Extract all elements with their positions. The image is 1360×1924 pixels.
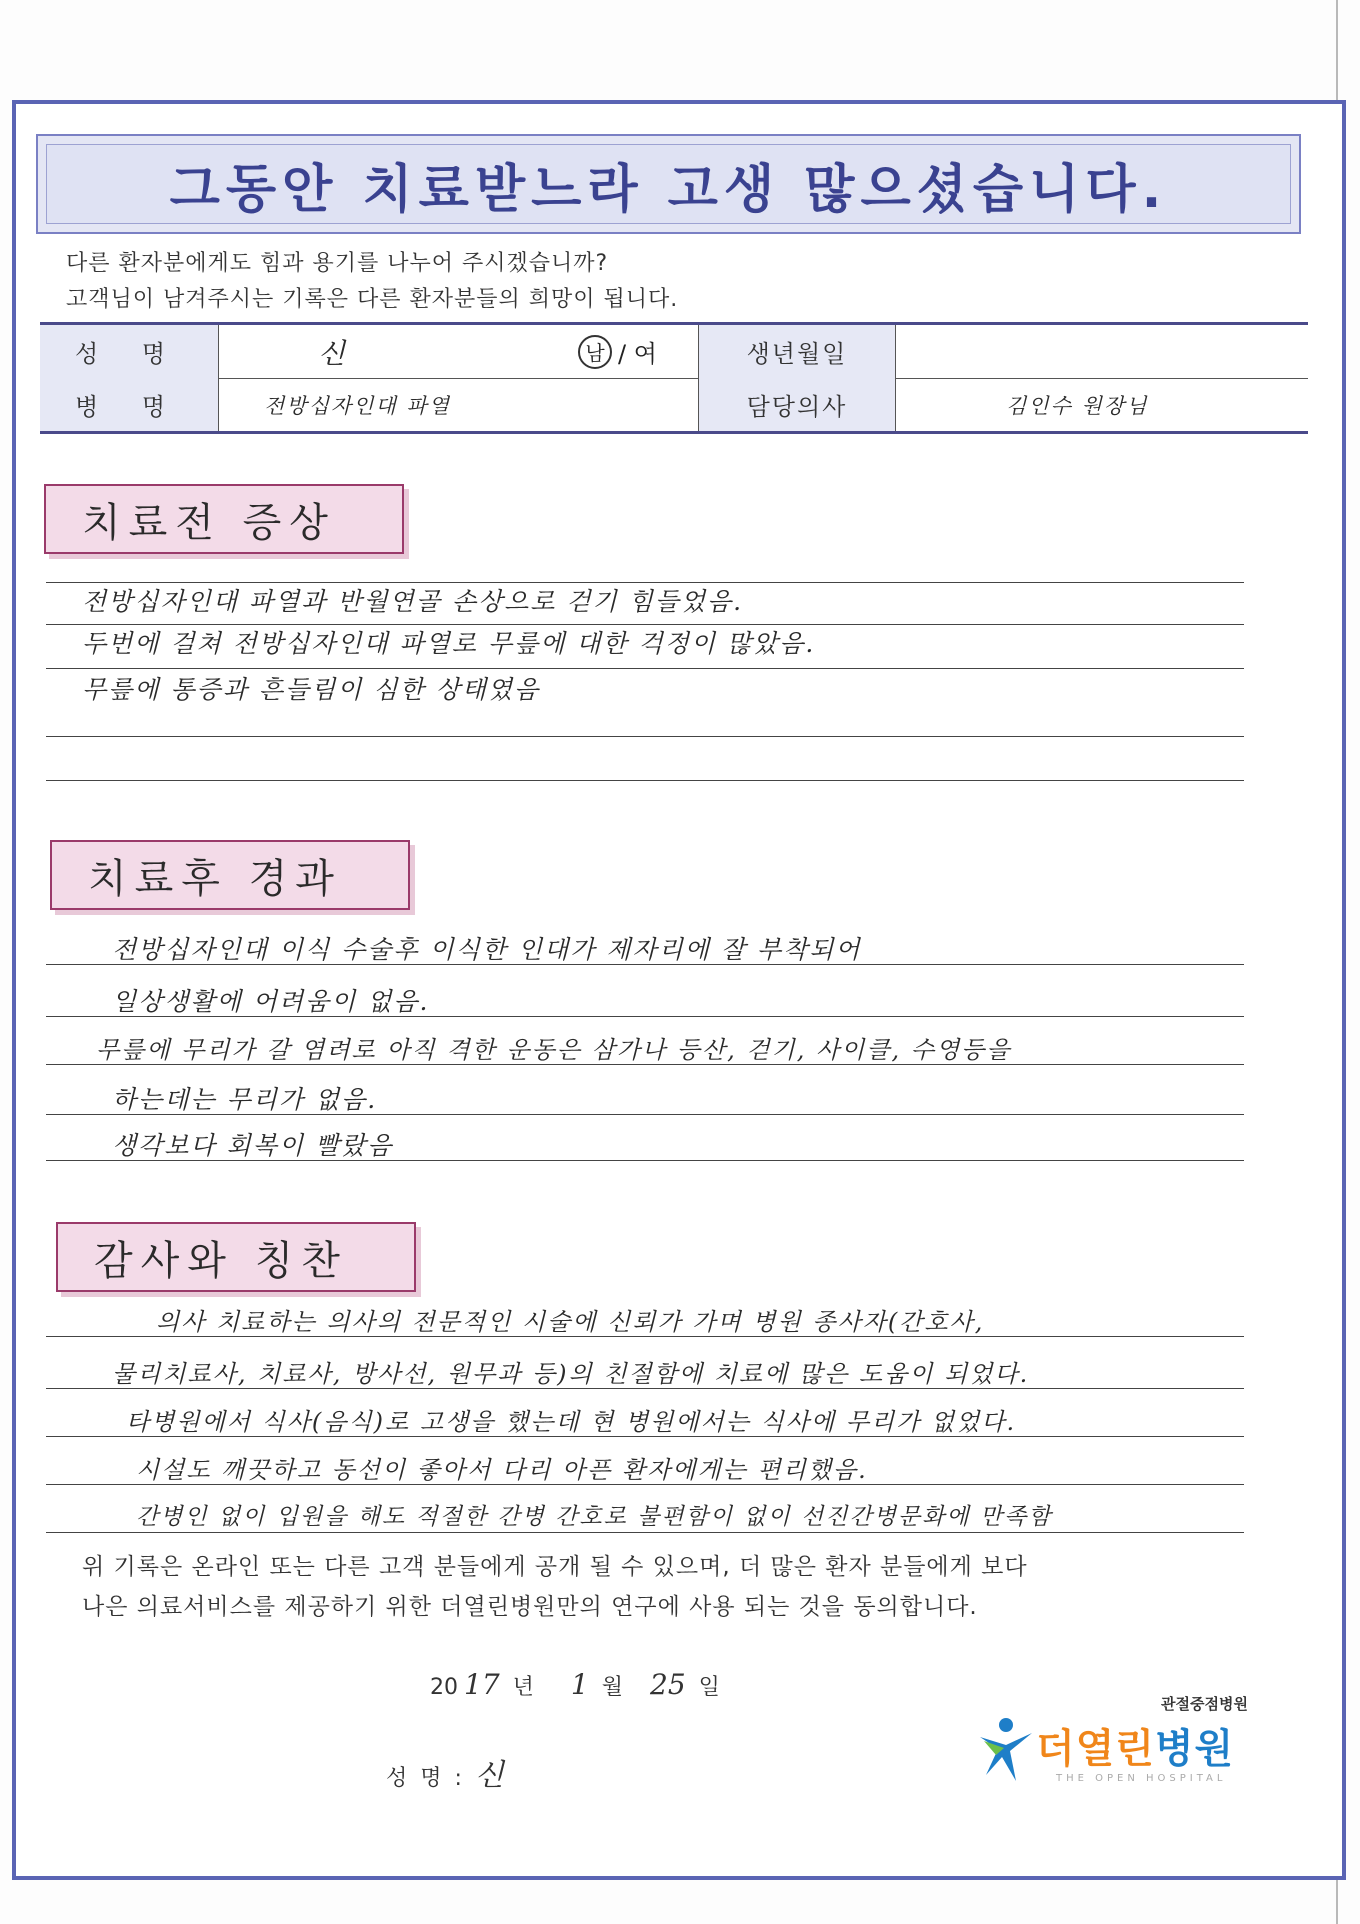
gender-male-circled: 남 xyxy=(578,335,612,369)
intro-line-1: 다른 환자분에게도 힘과 용기를 나누어 주시겠습니까? xyxy=(66,251,609,276)
before-line-2: 두번에 걸쳐 전방십자인대 파열로 무릎에 대한 걱정이 많았음. xyxy=(82,629,816,658)
doctor-label: 담당의사 xyxy=(699,378,895,431)
thanks-line-4: 시설도 깨끗하고 동선이 좋아서 다리 아픈 환자에게는 편리했음. xyxy=(136,1456,868,1484)
section-after-title: 치료후 경과 xyxy=(88,855,342,902)
logo-english: THE OPEN HOSPITAL xyxy=(1056,1773,1227,1784)
logo-figure-icon xyxy=(976,1715,1036,1785)
date-year-prefix: 20 xyxy=(430,1675,458,1700)
date-day: 25 xyxy=(650,1668,686,1701)
section-after-header xyxy=(50,840,410,910)
birth-label: 생년월일 xyxy=(699,325,895,378)
consent-line-1: 위 기록은 온라인 또는 다른 고객 분들에게 공개 될 수 있으며, 더 많은 환자 분들에게 보다 xyxy=(82,1554,1028,1580)
after-line-5: 생각보다 회복이 빨랐음 xyxy=(112,1131,394,1160)
after-line-1: 전방십자인대 이식 수술후 이식한 인대가 제자리에 잘 부착되어 xyxy=(112,935,862,964)
after-line-4: 하는데는 무리가 없음. xyxy=(112,1085,378,1114)
signature-value: 신 xyxy=(474,1758,507,1793)
section-thanks-header xyxy=(56,1222,416,1292)
date-day-unit: 일 xyxy=(698,1675,720,1700)
date-month: 1 xyxy=(570,1668,589,1701)
date-year-unit: 년 xyxy=(512,1675,534,1700)
title-banner xyxy=(36,134,1301,234)
name-value: 신 xyxy=(318,336,348,370)
logo-subtitle: 관절중점병원 xyxy=(1161,1695,1248,1713)
disease-value: 전방십자인대 파열 xyxy=(264,393,451,418)
disease-label: 병 명 xyxy=(40,378,218,431)
section-thanks-title: 감사와 칭찬 xyxy=(94,1237,348,1284)
logo-name xyxy=(1036,1717,1234,1774)
signature-field xyxy=(386,1750,507,1794)
section-before-header xyxy=(44,484,404,554)
birth-value xyxy=(896,325,1308,378)
doctor-value: 김인수 원장님 xyxy=(1006,393,1149,418)
thanks-line-1: 의사 치료하는 의사의 전문적인 시술에 신뢰가 가며 병원 종사자(간호사, xyxy=(156,1308,985,1336)
form-frame xyxy=(12,100,1346,1880)
date-month-unit: 월 xyxy=(601,1675,623,1700)
gender-field xyxy=(578,325,698,378)
title-banner-inner xyxy=(46,144,1291,224)
name-label: 성 명 xyxy=(40,325,218,378)
before-line-1: 전방십자인대 파열과 반월연골 손상으로 걷기 힘들었음. xyxy=(82,587,744,616)
gender-female: / 여 xyxy=(618,340,657,368)
thanks-line-2: 물리치료사, 치료사, 방사선, 원무과 등)의 친절함에 치료에 많은 도움이 되었다. xyxy=(112,1360,1030,1388)
signature-label: 성 명 : xyxy=(386,1766,465,1791)
hospital-logo xyxy=(976,1693,1266,1803)
patient-info-table xyxy=(40,322,1308,434)
after-line-2: 일상생활에 어려움이 없음. xyxy=(112,987,430,1016)
page-title: 그동안 치료받느라 고생 많으셨습니다. xyxy=(169,159,1168,220)
thanks-line-3: 타병원에서 식사(음식)로 고생을 했는데 현 병원에서는 식사에 무리가 없었다. xyxy=(126,1408,1017,1436)
logo-name-orange: 더열린 xyxy=(1036,1726,1155,1772)
date-field xyxy=(430,1668,720,1701)
intro-line-2: 고객님이 남겨주시는 기록은 다른 환자분들의 희망이 됩니다. xyxy=(66,287,679,312)
writing-rule xyxy=(46,780,1244,781)
writing-rule xyxy=(46,1532,1244,1533)
writing-rule xyxy=(46,736,1244,737)
thanks-line-5: 간병인 없이 입원을 해도 적절한 간병 간호로 불편함이 없이 선진간병문화에 만족함 xyxy=(136,1504,1053,1530)
after-line-3: 무릎에 무리가 갈 염려로 아직 격한 운동은 삼가나 등산, 걷기, 사이클, 수영등을 xyxy=(96,1036,1012,1064)
consent-line-2: 나은 의료서비스를 제공하기 위한 더열린병원만의 연구에 사용 되는 것을 동의합니다. xyxy=(82,1594,978,1620)
date-year: 17 xyxy=(464,1668,500,1701)
logo-name-blue: 병원 xyxy=(1154,1726,1235,1772)
before-line-3: 무릎에 통증과 흔들림이 심한 상태였음 xyxy=(82,675,541,704)
writing-rule xyxy=(46,668,1244,669)
section-before-title: 치료전 증상 xyxy=(82,499,336,546)
